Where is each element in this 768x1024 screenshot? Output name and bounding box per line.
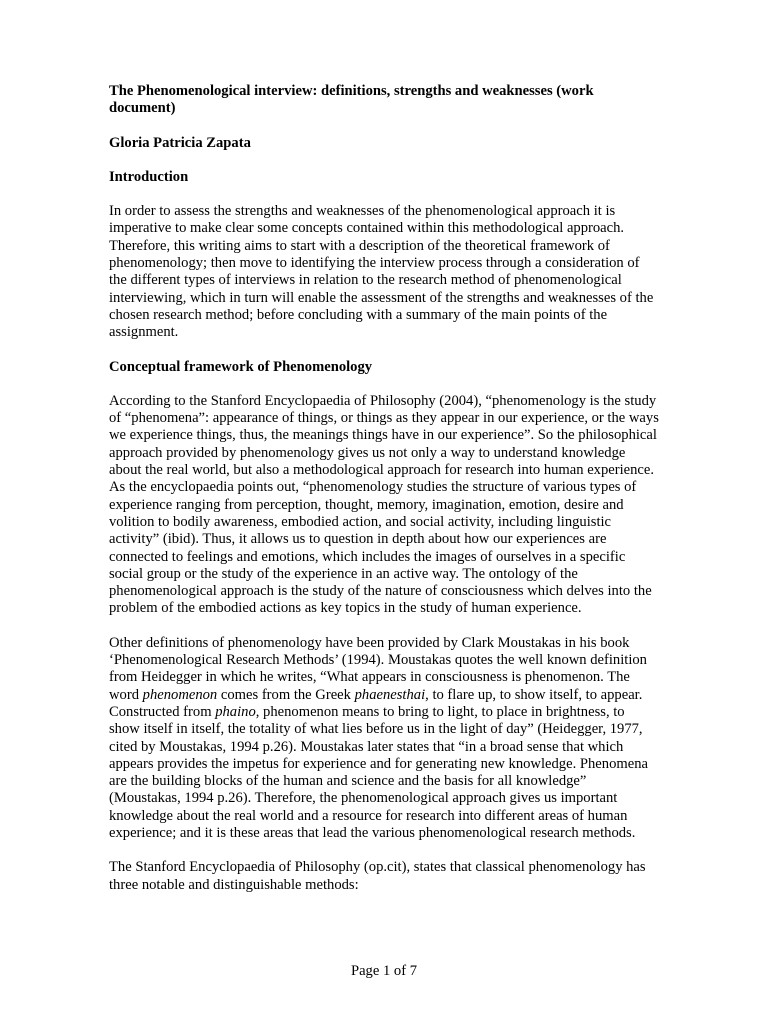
moustakas-text-1: Other definitions of phenomenology have been provided by Clark Moustakas in his book ‘Phenomenological Research Methods’ (1994). Moustakas quotes the well known definition from Heidegger in which he writes, “What appears in consciousness is phenomenon. The word bbox=[109, 634, 647, 703]
moustakas-text-4: , phenomenon means to bring to light, to place in brightness, to show itself in itself, the totality of what lies before us in the light of day” (Heidegger, 1977, cited by Moustakas, 1994 p.26). Moustakas later states that “in a broad sense that which appears provides the impetus for experience and for generating new knowledge. Phenomena are the building blocks of the human and science and the basis for all knowledge” (Moustakas, 1994 p.26). Therefore, the phenomenological approach gives us important knowledge about the real world and a resource for research into different areas of human experience; and it is these areas that lead the various phenomenological research methods. bbox=[109, 703, 648, 841]
moustakas-text-2: comes from the Greek bbox=[217, 686, 355, 703]
document-author: Gloria Patricia Zapata bbox=[109, 134, 251, 151]
document-page bbox=[109, 83, 659, 911]
document-title: The Phenomenological interview: definitions, strengths and weaknesses (work document) bbox=[109, 83, 594, 117]
paragraph-moustakas bbox=[109, 635, 659, 843]
page-number-footer: Page 1 of 7 bbox=[350, 963, 418, 979]
paragraph-stanford-definition: According to the Stanford Encyclopaedia of Philosophy (2004), “phenomenology is the study of “phenomena”: appearance of things, or things as they appear in our experience, or the ways we experience things, thus, the meanings things have in our experience”. So the philosophical approach provided by phenomenology gives us not only a way to understand knowledge about the real world, but also a methodological approach for research into human experience. As the encyclopaedia points out, “phenomenology studies the structure of various types of experience ranging from perception, thought, memory, imagination, emotion, desire and volition to bodily awareness, embodied action, and social activity, including linguistic activity” (ibid). Thus, it allows us to question in depth about how our experiences are connected to feelings and emotions, which includes the images of ourselves in a specific social group or the study of the experience in an active way. The ontology of the phenomenological approach is the study of the nature of consciousness which delves into the problem of the embodied actions as key topics in the study of human experience. bbox=[109, 392, 659, 617]
moustakas-italic-phaino: phaino bbox=[215, 703, 256, 720]
paragraph-introduction: In order to assess the strengths and weaknesses of the phenomenological approach it is imperative to make clear some concepts contained within this methodological approach. Therefore, this writing aims to start with a description of the theoretical framework of phenomenology; then move to identifying the interview process through a consideration of the different types of interviews in relation to the research method of phenomenological interviewing, which in turn will enable the assessment of the strengths and weaknesses of the chosen research method; before concluding with a summary of the main points of the assignment. bbox=[109, 203, 654, 341]
paragraph-three-methods: The Stanford Encyclopaedia of Philosophy (op.cit), states that classical phenomenology has three notable and distinguishable methods: bbox=[109, 859, 646, 893]
section-heading-introduction: Introduction bbox=[109, 168, 189, 185]
section-heading-conceptual-framework: Conceptual framework of Phenomenology bbox=[109, 358, 373, 375]
moustakas-text-3: , to flare up, to show itself, to appear. Constructed from bbox=[109, 686, 643, 720]
moustakas-italic-phenomenon: phenomenon bbox=[142, 686, 218, 703]
moustakas-italic-phaenesthai: phaenesthai bbox=[354, 686, 426, 703]
